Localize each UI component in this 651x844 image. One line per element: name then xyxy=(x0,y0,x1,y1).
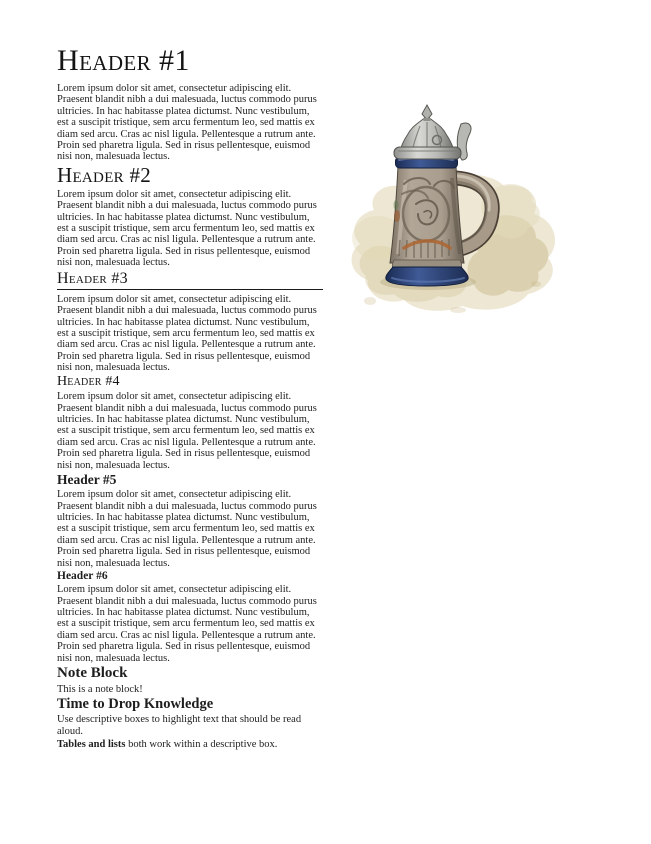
stein-body xyxy=(390,166,464,263)
knowledge-detail-bold: Tables and lists xyxy=(57,739,126,751)
knowledge-detail xyxy=(57,739,323,750)
stein-finial xyxy=(422,105,432,120)
paragraph-2: Lorem ipsum dolor sit amet, consectetur adipiscing elit. Praesent blandit nibh a dui malesuada, luctus commodo purus ultricies. In hac habitasse platea dictumst. Nunc vestibulum, est a suscipit tristique, sem arcu fermentum leo, sed mattis ex diam sed arcu. Cras ac nisl ligula. Pellentesque a rutrum ante. Proin sed pharetra ligula. Sed in risus pellentesque, euismod nisi non, malesuada lectus. xyxy=(57,188,317,269)
stein-base xyxy=(386,260,468,286)
knowledge-heading: Time to Drop Knowledge xyxy=(57,696,214,713)
heading-5: Header #5 xyxy=(57,472,117,488)
heading-6: Header #6 xyxy=(57,570,108,583)
knowledge-detail-rest: both work within a descriptive box. xyxy=(125,739,278,751)
beer-stein-watercolor-image xyxy=(340,88,565,318)
paragraph-4: Lorem ipsum dolor sit amet, consectetur adipiscing elit. Praesent blandit nibh a dui malesuada, luctus commodo purus ultricies. In hac habitasse platea dictumst. Nunc vestibulum, est a suscipit tristique, sem arcu fermentum leo, sed mattis ex diam sed arcu. Cras ac nisl ligula. Pellentesque a rutrum ante. Proin sed pharetra ligula. Sed in risus pellentesque, euismod nisi non, malesuada lectus. xyxy=(57,391,317,471)
note-block-heading: Note Block xyxy=(57,664,128,681)
heading-3: Header #3 xyxy=(57,271,323,290)
heading-4: Header #4 xyxy=(57,373,120,389)
paragraph-1: Lorem ipsum dolor sit amet, consectetur adipiscing elit. Praesent blandit nibh a dui malesuada, luctus commodo purus ultricies. In hac habitasse platea dictumst. Nunc vestibulum, est a suscipit tristique, sem arcu fermentum leo, sed mattis ex diam sed arcu. Cras ac nisl ligula. Pellentesque a rutrum ante. Proin sed pharetra ligula. Sed in risus pellentesque, euismod nisi non, malesuada lectus. xyxy=(57,83,317,163)
knowledge-intro: Use descriptive boxes to highlight text that should be read aloud. xyxy=(57,714,302,737)
heading-2: Header #2 xyxy=(57,162,152,187)
paragraph-3: Lorem ipsum dolor sit amet, consectetur adipiscing elit. Praesent blandit nibh a dui malesuada, luctus commodo purus ultricies. In hac habitasse platea dictumst. Nunc vestibulum, est a suscipit tristique, sem arcu fermentum leo, sed mattis ex diam sed arcu. Cras ac nisl ligula. Pellentesque a rutrum ante. Proin sed pharetra ligula. Sed in risus pellentesque, euismod nisi non, malesuada lectus. xyxy=(57,293,317,374)
stein-illustration xyxy=(340,88,565,318)
note-block-text: This is a note block! xyxy=(57,683,143,695)
heading-1: Header #1 xyxy=(57,44,190,77)
text-column xyxy=(57,46,323,753)
paragraph-6: Lorem ipsum dolor sit amet, consectetur adipiscing elit. Praesent blandit nibh a dui malesuada, luctus commodo purus ultricies. In hac habitasse platea dictumst. Nunc vestibulum, est a suscipit tristique, sem arcu fermentum leo, sed mattis ex diam sed arcu. Cras ac nisl ligula. Pellentesque a rutrum ante. Proin sed pharetra ligula. Sed in risus pellentesque, euismod nisi non, malesuada lectus. xyxy=(57,584,317,664)
paragraph-5: Lorem ipsum dolor sit amet, consectetur adipiscing elit. Praesent blandit nibh a dui malesuada, luctus commodo purus ultricies. In hac habitasse platea dictumst. Nunc vestibulum, est a suscipit tristique, sem arcu fermentum leo, sed mattis ex diam sed arcu. Cras ac nisl ligula. Pellentesque a rutrum ante. Proin sed pharetra ligula. Sed in risus pellentesque, euismod nisi non, malesuada lectus. xyxy=(57,489,317,569)
stein-lid xyxy=(394,105,471,160)
